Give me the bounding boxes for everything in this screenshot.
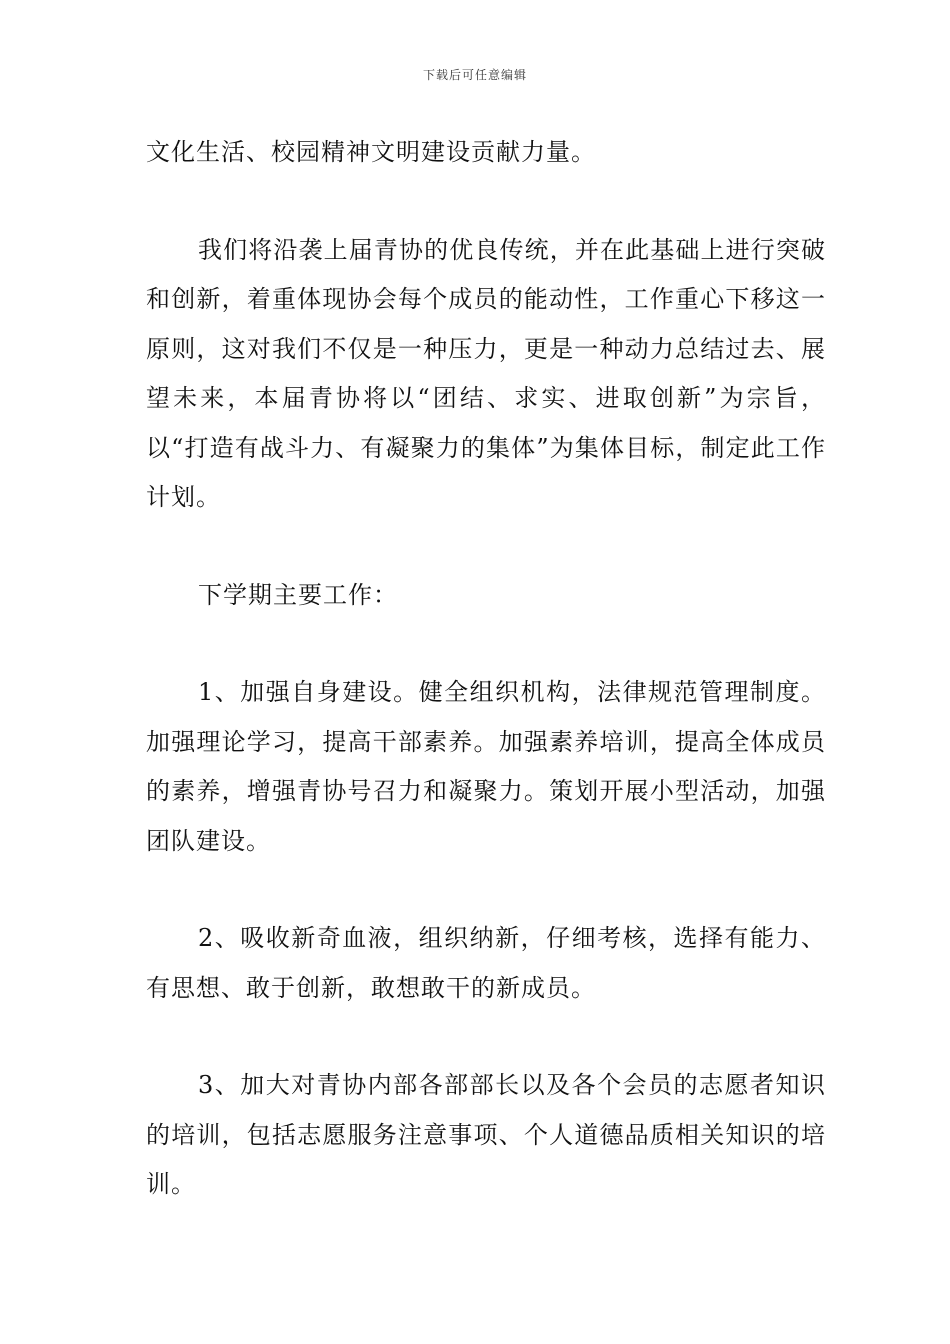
page-header: 下载后可任意编辑 — [422, 68, 527, 82]
paragraph-continuation: 文化生活、校园精神文明建设贡献力量。 — [146, 138, 596, 166]
document-body — [146, 128, 826, 1210]
paragraph-intro: 我们将沿袭上届青协的优良传统，并在此基础上进行突破和创新，着重体现协会每个成员的能动性，工作重心下移这一原则，这对我们不仅是一种压力，更是一种动力总结过去、展望未来，本届青协将以“团结、求实、进取创新”为宗旨，以“打造有战斗力、有凝聚力的集体”为集体目标，制定此工作计划。 — [146, 235, 826, 511]
list-item-3: 3、加大对青协内部各部部长以及各个会员的志愿者知识的培训，包括志愿服务注意事项、个人道德品质相关知识的培训。 — [146, 1071, 826, 1198]
list-item-1: 1、加强自身建设。健全组织机构，法律规范管理制度。加强理论学习，提高干部素养。加强素养培训，提高全体成员的素养，增强青协号召力和凝聚力。策划开展小型活动，加强团队建设。 — [146, 678, 826, 855]
section-heading: 下学期主要工作： — [198, 580, 398, 609]
list-item-2: 2、吸收新奇血液，组织纳新，仔细考核，选择有能力、有思想、敢于创新，敢想敢干的新成员。 — [146, 924, 826, 1002]
